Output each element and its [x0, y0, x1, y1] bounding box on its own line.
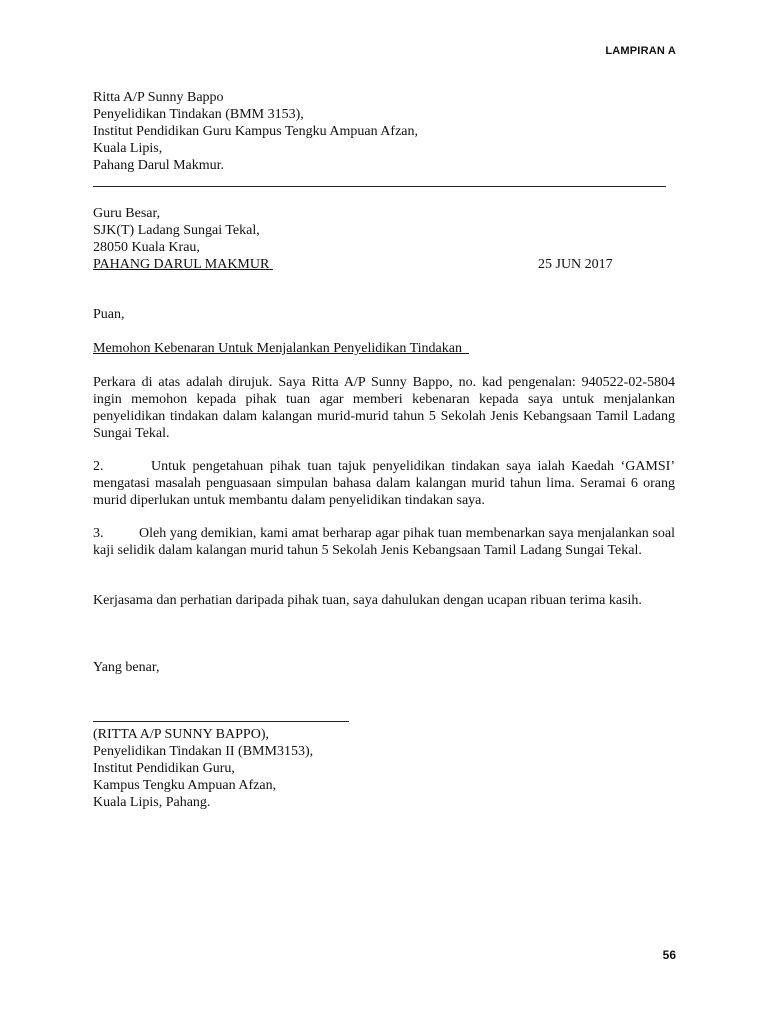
- paragraph-2-text: Untuk pengetahuan pihak tuan tajuk penyelidikan tindakan saya ialah Kaedah ‘GAMSI’ mengatasi masalah penguasaan simpulan bahasa dalam kalangan murid tahun lima. Seramai 6 orang murid diperlukan untuk membantu dalam penyelidikan tindakan saya.: [93, 459, 675, 508]
- letter-date: 25 JUN 2017: [538, 257, 613, 272]
- paragraph-3: [93, 525, 675, 559]
- recipient-address: [93, 205, 273, 273]
- page-number: 56: [662, 948, 676, 962]
- header-divider: [93, 186, 666, 187]
- paragraph-4: [93, 592, 675, 609]
- signature-block: [93, 726, 313, 811]
- sender-course: Penyelidikan Tindakan (BMM 3153),: [93, 107, 304, 122]
- subject-text: Memohon Kebenaran Untuk Menjalankan Penyelidikan Tindakan: [93, 341, 462, 356]
- signature-course: Penyelidikan Tindakan II (BMM3153),: [93, 744, 314, 759]
- paragraph-2: [93, 458, 675, 509]
- appendix-label: LAMPIRAN A: [605, 45, 676, 57]
- paragraph-1-text: Perkara di atas adalah dirujuk. Saya Ritta A/P Sunny Bappo, no. kad pengenalan: 940522-02-5804 ingin memohon kepada pihak tuan agar memberi kebenaran kepada saya untuk menjalankan penyelidikan tindakan dalam kalangan murid-murid tahun 5 Sekolah Jenis Kebangsaan Tamil Ladang Sungai Tekal.: [93, 375, 675, 441]
- paragraph-4-text: Kerjasama dan perhatian daripada pihak tuan, saya dahulukan dengan ucapan ribuan terima kasih.: [93, 593, 642, 608]
- paragraph-1: [93, 374, 675, 442]
- salutation: Puan,: [93, 307, 125, 322]
- paragraph-3-text: Oleh yang demikian, kami amat berharap agar pihak tuan membenarkan saya menjalankan soal kaji selidik dalam kalangan murid tahun 5 Sekolah Jenis Kebangsaan Tamil Ladang Sungai Tekal.: [93, 526, 675, 558]
- sender-state: Pahang Darul Makmur.: [93, 158, 225, 173]
- signature-name: (RITTA A/P SUNNY BAPPO),: [93, 727, 269, 742]
- signature-campus: Kampus Tengku Ampuan Afzan,: [93, 778, 277, 793]
- recipient-state: PAHANG DARUL MAKMUR: [93, 257, 270, 272]
- signature-institute: Institut Pendidikan Guru,: [93, 761, 235, 776]
- subject-line: [93, 340, 469, 357]
- sender-name: Ritta A/P Sunny Bappo: [93, 90, 224, 105]
- sender-town: Kuala Lipis,: [93, 141, 163, 156]
- recipient-school: SJK(T) Ladang Sungai Tekal,: [93, 223, 260, 238]
- closing: Yang benar,: [93, 660, 160, 675]
- signature-town: Kuala Lipis, Pahang.: [93, 795, 211, 810]
- signature-line: [93, 721, 349, 722]
- paragraph-2-number: 2.: [93, 459, 104, 474]
- recipient-postcode: 28050 Kuala Krau,: [93, 240, 200, 255]
- sender-institute: Institut Pendidikan Guru Kampus Tengku Ampuan Afzan,: [93, 124, 419, 139]
- sender-address: [93, 89, 418, 174]
- recipient-title: Guru Besar,: [93, 206, 161, 221]
- paragraph-3-number: 3.: [93, 526, 104, 541]
